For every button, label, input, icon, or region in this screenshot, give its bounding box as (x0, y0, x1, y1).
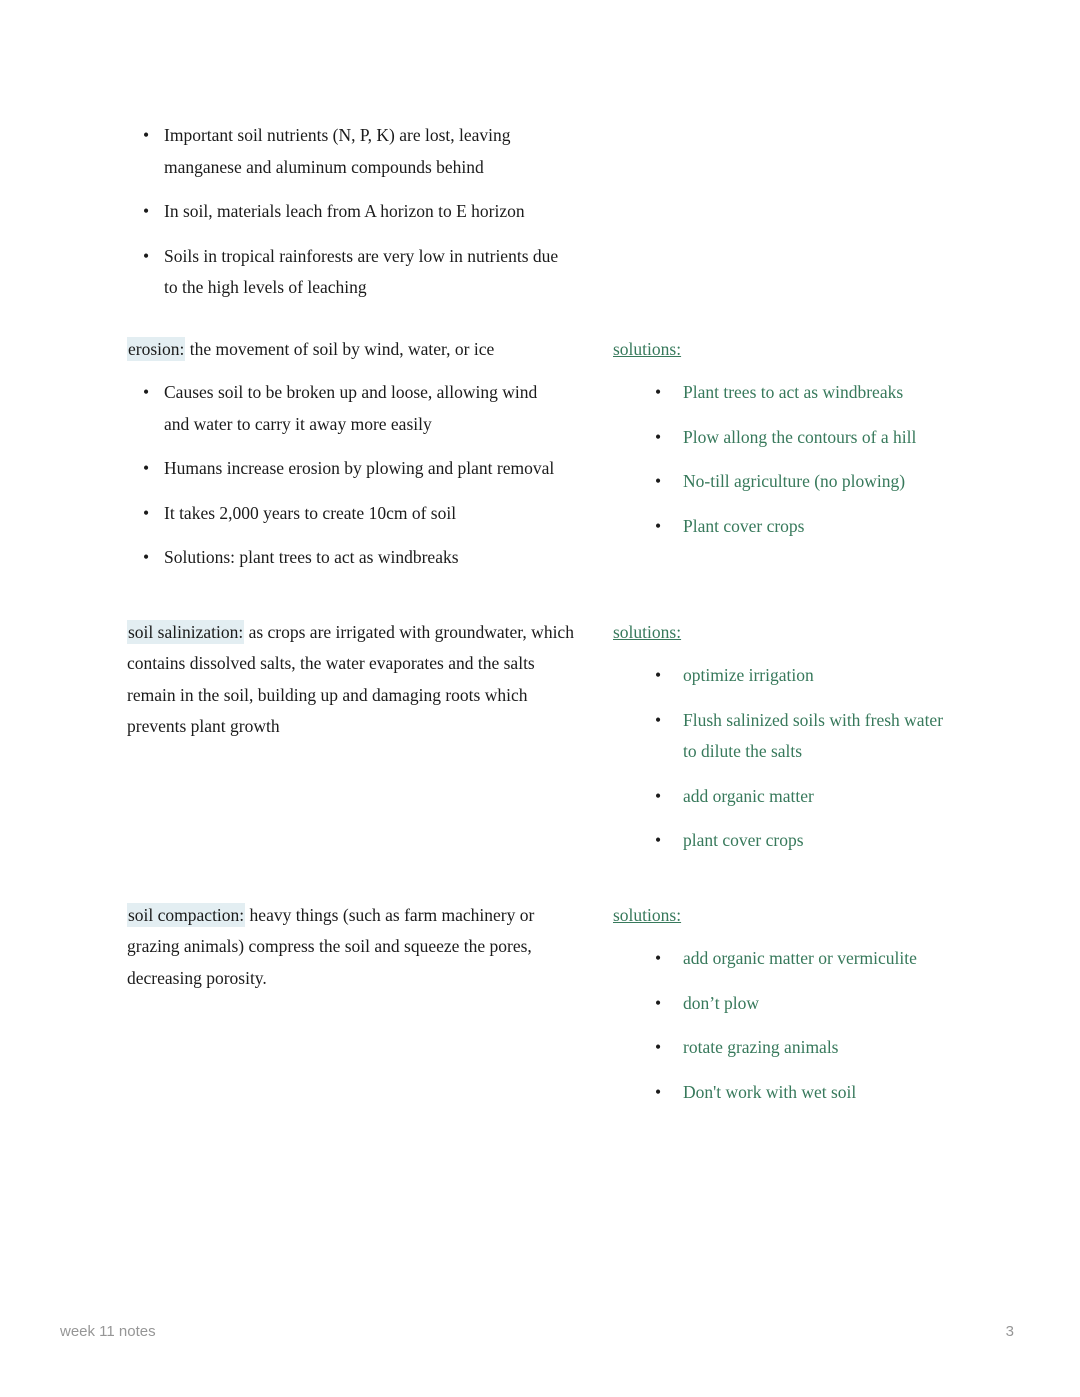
bullet-item: • Humans increase erosion by plowing and plant removal (164, 453, 564, 485)
solution-item: • optimize irrigation (683, 660, 953, 692)
solution-item: • Don't work with wet soil (683, 1077, 953, 1109)
salinization-definition-column (127, 617, 585, 755)
solution-item: • Flush salinized soils with fresh water to dilute the salts (683, 705, 953, 768)
definition-text: the movement of soil by wind, water, or ice (185, 338, 495, 359)
bullet-item: • It takes 2,000 years to create 10cm of soil (164, 498, 564, 530)
section-soil-salinization (127, 617, 1080, 870)
compaction-definition-column (127, 900, 585, 1007)
erosion-bullet-list (127, 377, 564, 574)
erosion-solutions-list (613, 377, 953, 542)
term-highlight-erosion: erosion: (128, 338, 185, 359)
intro-bullet: • Important soil nutrients (N, P, K) are lost, leaving manganese and aluminum compounds behind (164, 120, 564, 183)
solution-item: • don’t plow (683, 988, 953, 1020)
page-number: 3 (1005, 1323, 1014, 1340)
term-highlight-compaction: soil compaction: (128, 904, 245, 925)
definition-text: heavy things (such as farm machinery or grazing animals) compress the soil and squeeze the pores, decreasing porosity. (127, 904, 535, 988)
definition-text: as crops are irrigated with groundwater, which contains dissolved salts, the water evaporates and the salts remain in the soil, building up and damaging roots which prevents plant growth (127, 621, 574, 736)
intro-bullet: • In soil, materials leach from A horizon to E horizon (164, 196, 564, 228)
section-erosion (127, 334, 1080, 587)
erosion-solutions-column (613, 334, 953, 556)
solutions-label: solutions: (613, 904, 682, 925)
term-highlight-salinization: soil salinization: (128, 621, 244, 642)
solution-item: • Plant trees to act as windbreaks (683, 377, 953, 409)
compaction-solutions-list (613, 943, 953, 1108)
solutions-label: solutions: (613, 621, 682, 642)
page-footer (60, 1318, 1014, 1345)
intro-bullet-list (127, 120, 564, 304)
salinization-solutions-list (613, 660, 953, 857)
solution-item: • add organic matter or vermiculite (683, 943, 953, 975)
bullet-item: • Solutions: plant trees to act as windbreaks (164, 542, 564, 574)
solution-item: • plant cover crops (683, 825, 953, 857)
solutions-label: solutions: (613, 338, 682, 359)
intro-bullet: • Soils in tropical rainforests are very low in nutrients due to the high levels of leaching (164, 241, 564, 304)
salinization-solutions-column (613, 617, 953, 870)
erosion-definition (127, 334, 585, 366)
solution-item: • Plow allong the contours of a hill (683, 422, 953, 454)
solution-item: • No-till agriculture (no plowing) (683, 466, 953, 498)
compaction-definition (127, 900, 585, 995)
compaction-solutions-column (613, 900, 953, 1122)
section-soil-compaction (127, 900, 1080, 1122)
solution-item: • rotate grazing animals (683, 1032, 953, 1064)
bullet-item: • Causes soil to be broken up and loose, allowing wind and water to carry it away more easily (164, 377, 564, 440)
erosion-definition-column (127, 334, 585, 587)
footer-note-label: week 11 notes (60, 1323, 156, 1340)
salinization-definition (127, 617, 585, 743)
solution-item: • add organic matter (683, 781, 953, 813)
solution-item: • Plant cover crops (683, 511, 953, 543)
